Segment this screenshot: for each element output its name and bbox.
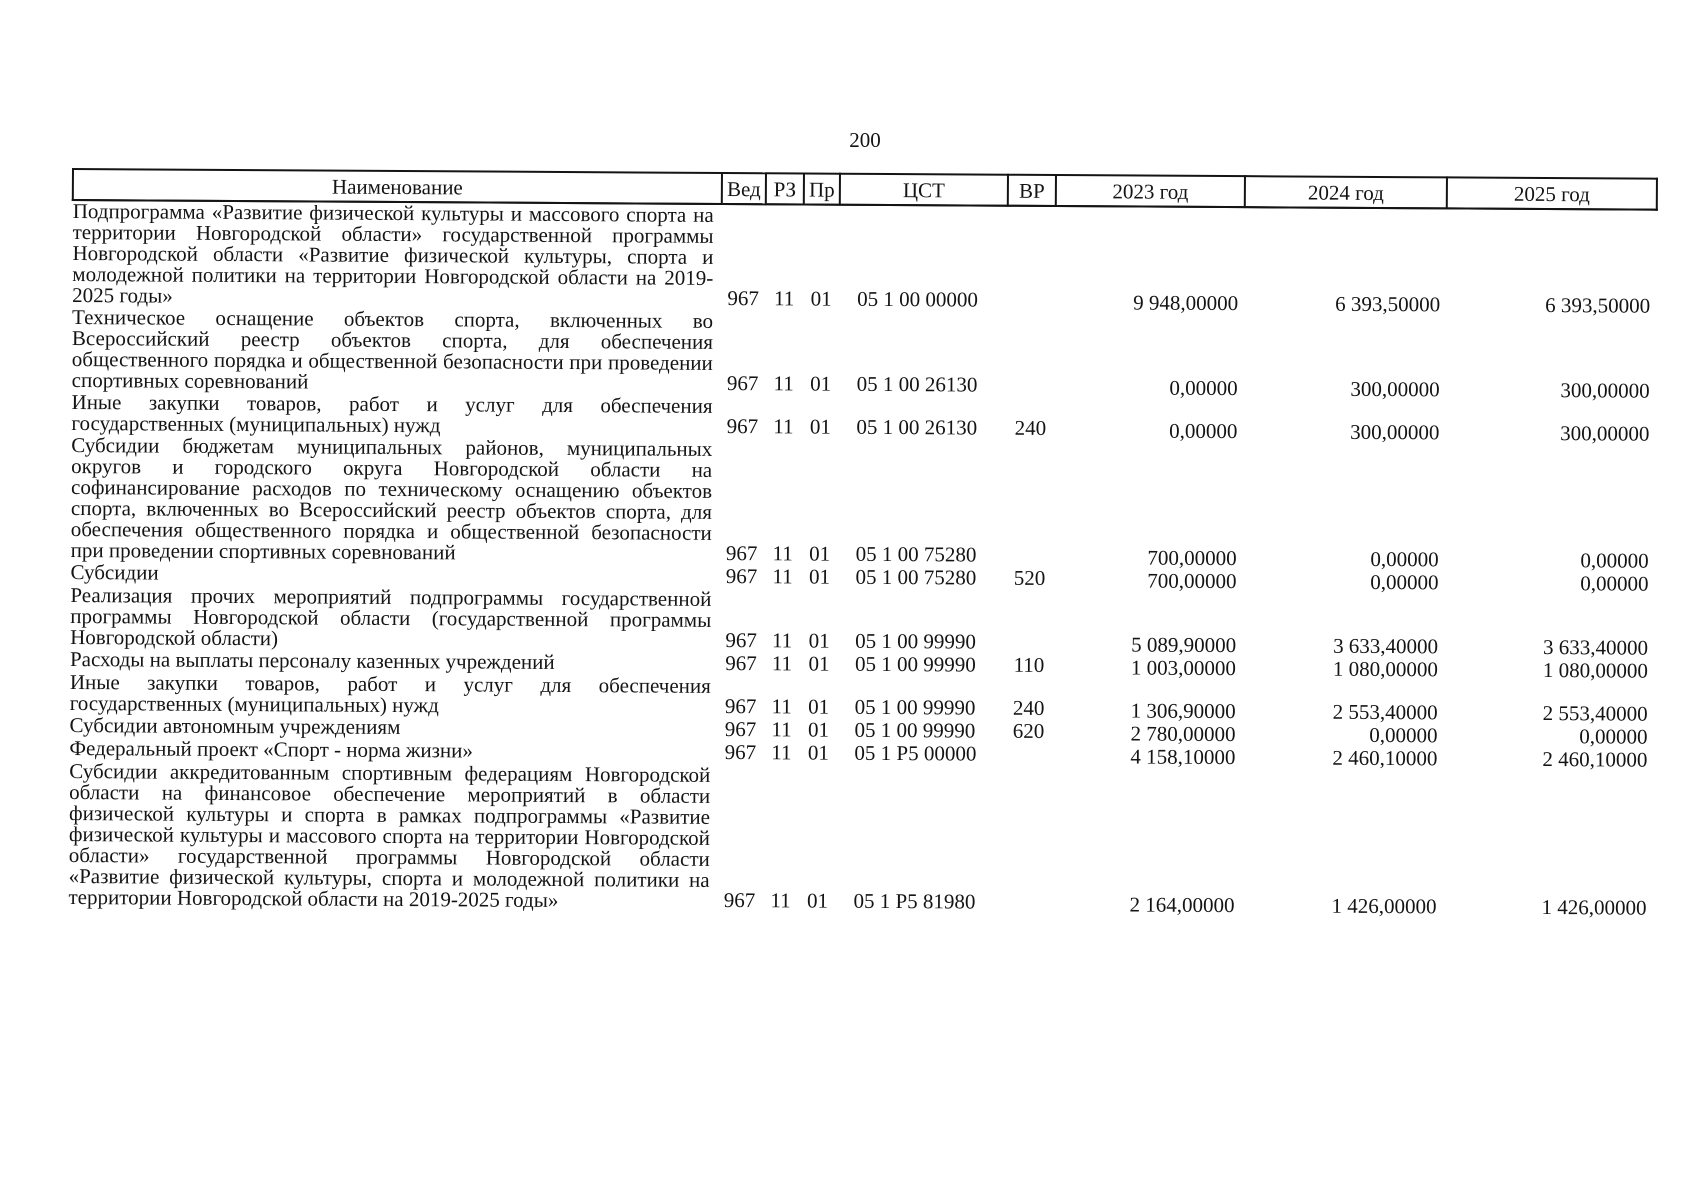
row-2025: 2 553,40000 xyxy=(1542,700,1648,726)
row-pr: 01 xyxy=(806,888,829,913)
row-cst: 05 1 P5 81980 xyxy=(853,888,976,914)
row-vr xyxy=(1006,441,1055,568)
table-row xyxy=(68,761,1653,919)
row-rz: 11 xyxy=(771,740,792,765)
row-ved: 967 xyxy=(724,716,757,742)
row-2025: 3 633,40000 xyxy=(1543,634,1649,660)
row-cst: 05 1 00 99990 xyxy=(855,628,976,654)
table-row xyxy=(72,307,1656,402)
row-ved: 967 xyxy=(723,887,756,913)
row-2023: 9 948,00000 xyxy=(1133,290,1239,316)
row-2023: 4 158,10000 xyxy=(1130,744,1236,770)
row-rz: 11 xyxy=(774,286,795,311)
row-2023: 700,00000 xyxy=(1147,568,1237,594)
row-rz: 11 xyxy=(773,371,794,396)
header-2025: 2025 год xyxy=(1447,177,1657,209)
table-row xyxy=(72,200,1657,317)
row-2023: 0,00000 xyxy=(1169,418,1238,444)
row-rz: 11 xyxy=(771,628,793,653)
row-name: Иные закупки товаров, работ и услуг для обеспечения государственных (муниципальных) нужд xyxy=(69,669,711,718)
row-name: Субсидии автономным учреждениям xyxy=(69,712,401,740)
table-row xyxy=(71,435,1656,572)
row-rz: 11 xyxy=(770,888,791,913)
row-ved: 967 xyxy=(725,650,757,676)
row-ved: 967 xyxy=(725,628,757,653)
row-vr: 240 xyxy=(1012,695,1045,720)
row-vr xyxy=(1007,313,1056,398)
row-2023: 1 003,00000 xyxy=(1130,655,1237,681)
row-rz: 11 xyxy=(773,414,794,439)
row-pr: 01 xyxy=(808,717,830,742)
row-2025: 300,00000 xyxy=(1560,378,1650,403)
row-pr: 01 xyxy=(809,541,831,566)
row-2023: 0,00000 xyxy=(1169,375,1238,401)
row-ved: 967 xyxy=(724,739,757,765)
row-2023: 700,00000 xyxy=(1147,545,1237,571)
header-vr: ВР xyxy=(1008,175,1056,206)
header-cst: ЦСТ xyxy=(840,174,1008,206)
row-vr: 520 xyxy=(1013,565,1046,590)
row-name: Субсидии аккредитованным спортивным федерациям Новгородской области на финансовое обеспечение мероприятий в области физической культуры и спорта в рамках подпрограммы «Развитие физической культуры и массового спорта на территории Новгородской области» государственной программы Новгородской области «Развитие физической культуры, спорта и молодежной политики на территории Новгородской области на 2019-2025 годы» xyxy=(68,758,711,912)
row-2025: 0,00000 xyxy=(1580,571,1649,596)
row-rz: 11 xyxy=(771,651,793,676)
row-pr: 01 xyxy=(810,371,832,396)
row-pr: 01 xyxy=(809,414,832,439)
row-vr xyxy=(1003,767,1052,915)
row-2025: 0,00000 xyxy=(1579,724,1648,749)
row-2024: 6 393,50000 xyxy=(1335,291,1441,317)
row-pr: 01 xyxy=(808,564,831,589)
row-cst: 05 1 00 99990 xyxy=(854,651,976,677)
budget-table xyxy=(67,168,1657,919)
row-vr xyxy=(1007,206,1056,313)
row-pr: 01 xyxy=(810,286,832,311)
row-rz: 11 xyxy=(771,694,792,719)
row-name: Федеральный проект «Спорт - норма жизни» xyxy=(69,735,474,763)
row-pr: 01 xyxy=(808,694,830,719)
row-ved: 967 xyxy=(726,414,759,439)
row-2025: 1 426,00000 xyxy=(1541,894,1647,920)
row-2024: 1 080,00000 xyxy=(1332,656,1439,682)
row-2024: 0,00000 xyxy=(1369,722,1438,748)
row-ved: 967 xyxy=(727,286,760,311)
row-cst: 05 1 00 99990 xyxy=(854,694,976,720)
row-2024: 300,00000 xyxy=(1350,376,1440,402)
row-vr: 620 xyxy=(1012,718,1045,743)
row-2024: 2 460,10000 xyxy=(1332,745,1438,771)
row-pr: 01 xyxy=(808,651,830,676)
row-cst: 05 1 00 75280 xyxy=(855,564,977,590)
row-pr: 01 xyxy=(808,628,830,653)
row-ved: 967 xyxy=(725,541,758,566)
row-cst: 05 1 00 99990 xyxy=(854,717,976,743)
row-2025: 300,00000 xyxy=(1560,421,1650,446)
row-name: Иные закупки товаров, работ и услуг для обеспечения государственных (муниципальных) нужд xyxy=(71,390,713,438)
header-rz: РЗ xyxy=(766,173,804,204)
row-2025: 0,00000 xyxy=(1580,548,1649,573)
row-2025: 2 460,10000 xyxy=(1542,746,1648,772)
table-body xyxy=(68,200,1656,919)
row-2023: 5 089,90000 xyxy=(1131,632,1237,658)
header-pr: Пр xyxy=(804,173,840,204)
row-2023: 1 306,90000 xyxy=(1130,698,1236,724)
row-cst: 05 1 P5 00000 xyxy=(854,740,977,766)
row-2025: 6 393,50000 xyxy=(1545,293,1651,318)
row-cst: 05 1 00 26130 xyxy=(856,414,978,440)
row-vr: 110 xyxy=(1013,652,1045,677)
row-ved: 967 xyxy=(725,564,758,589)
row-2024: 0,00000 xyxy=(1370,546,1439,572)
page-number: 200 xyxy=(849,128,881,152)
row-name: Субсидии xyxy=(70,559,159,585)
row-cst: 05 1 00 26130 xyxy=(856,371,978,397)
row-2024: 300,00000 xyxy=(1350,419,1440,445)
row-name: Расходы на выплаты персоналу казенных учреждений xyxy=(69,646,555,674)
row-2024: 0,00000 xyxy=(1370,569,1439,595)
row-name: Реализация прочих мероприятий подпрограммы государственной программы Новгородской области (государственной программы Новгородской области) xyxy=(70,582,712,651)
row-2024: 3 633,40000 xyxy=(1333,633,1439,659)
row-vr: 240 xyxy=(1014,415,1047,440)
row-vr xyxy=(1004,744,1052,767)
row-name: Подпрограмма «Развитие физической культуры и массового спорта на территории Новгородской области» государственной программы Новгородской области «Развитие физической культуры, спорта и молодежной политики на территории Новгородской области на 2019-2025 годы» xyxy=(72,199,714,308)
row-cst: 05 1 00 00000 xyxy=(857,286,979,312)
header-2023: 2023 год xyxy=(1056,175,1245,207)
row-2023: 2 164,00000 xyxy=(1129,892,1235,918)
row-name: Субсидии бюджетам муниципальных районов, муниципальных округов и городского округа Новгородской области на софинансирование расходов по техническому оснащению объектов спорта, включенных во Всероссийский реестр объектов спорта, для обеспечения общественного порядка и общественной безопасности при проведении спортивных соревнований xyxy=(70,433,713,565)
row-rz: 11 xyxy=(772,564,793,589)
row-name: Техническое оснащение объектов спорта, включенных во Всероссийский реестр объектов спорта, для обеспечения общественного порядка и общественной безопасности при проведении спортивных соревнований xyxy=(71,305,714,394)
row-cst: 05 1 00 75280 xyxy=(855,541,977,567)
row-2023: 2 780,00000 xyxy=(1130,721,1236,747)
row-ved: 967 xyxy=(724,693,757,719)
row-rz: 11 xyxy=(771,717,792,742)
row-ved: 967 xyxy=(726,371,759,396)
row-vr xyxy=(1005,591,1053,655)
header-ved: Вед xyxy=(722,173,766,204)
row-pr: 01 xyxy=(807,740,830,765)
row-2024: 2 553,40000 xyxy=(1332,699,1438,725)
header-name: Наименование xyxy=(73,169,722,204)
row-2024: 1 426,00000 xyxy=(1331,893,1437,919)
row-2025: 1 080,00000 xyxy=(1542,657,1649,683)
row-rz: 11 xyxy=(772,541,793,566)
header-2024: 2024 год xyxy=(1245,176,1447,208)
